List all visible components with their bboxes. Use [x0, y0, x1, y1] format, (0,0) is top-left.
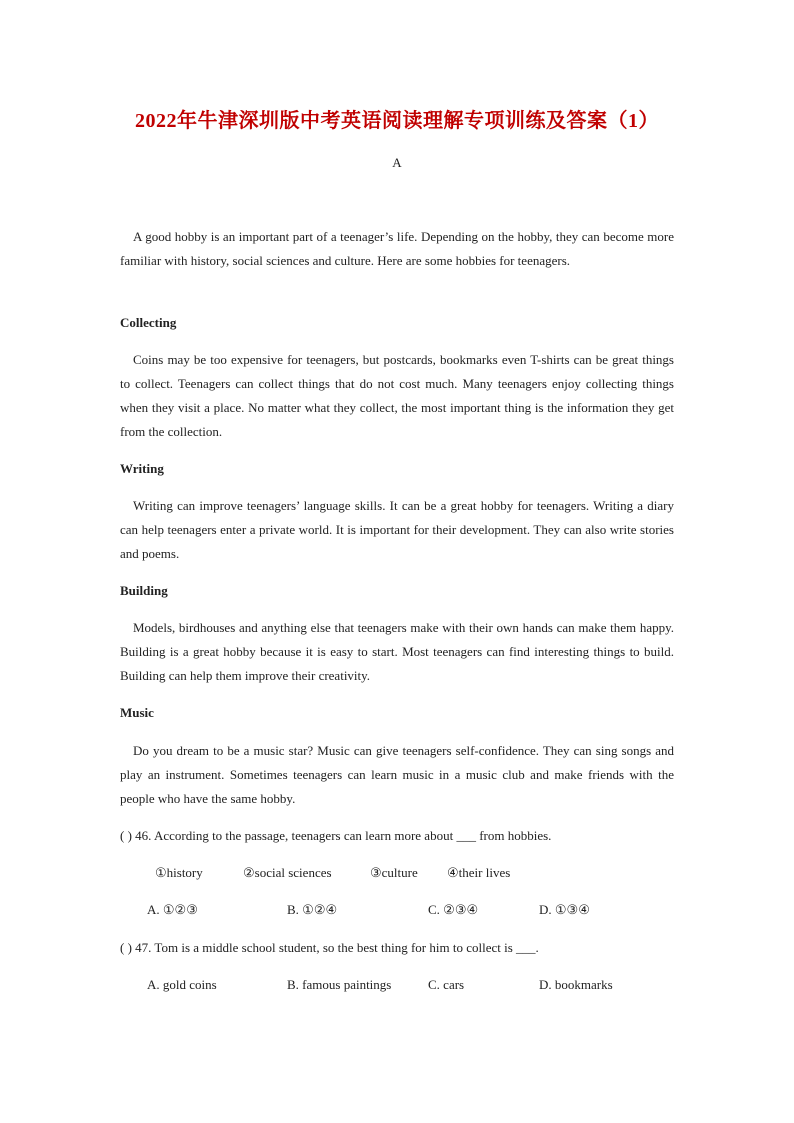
option-a[interactable]: A. ①②③ — [147, 902, 198, 917]
option-c[interactable]: C. ②③④ — [428, 902, 479, 917]
option-d[interactable]: D. ①③④ — [539, 902, 590, 917]
answer-blank[interactable]: ( ) — [120, 940, 132, 955]
heading-writing: Writing — [120, 461, 164, 476]
intro-paragraph: A good hobby is an important part of a teenager’s life. Depending on the hobby, they can become more familiar with history, social sciences and culture. Here are some hobbies for teenagers. — [120, 229, 674, 268]
paragraph-building: Models, birdhouses and anything else that teenagers make with their own hands can make them happy. Building is a great hobby because it is easy to start. Most teenagers can find interesting things to build. Building can help them improve their creativity. — [120, 620, 674, 683]
paragraph-writing: Writing can improve teenagers’ language skills. It can be a great hobby for teenagers. Writing a diary can help teenagers enter a private world. It is important for their development. They can also write stories and poems. — [120, 498, 674, 561]
option-b[interactable]: B. famous paintings — [287, 977, 392, 992]
item-culture: ③culture — [370, 865, 418, 880]
question-text: 47. Tom is a middle school student, so the best thing for him to collect is ___. — [135, 940, 539, 955]
option-a[interactable]: A. gold coins — [147, 977, 217, 992]
paragraph-collecting: Coins may be too expensive for teenagers, but postcards, bookmarks even T-shirts can be great things to collect. Teenagers can collect things that do not cost much. Many teenagers enjoy collecting things when they visit a place. No matter what they collect, the most important thing is the information they get from the collection. — [120, 352, 674, 439]
heading-music: Music — [120, 705, 154, 720]
answer-blank[interactable]: ( ) — [120, 828, 132, 843]
heading-collecting: Collecting — [120, 315, 177, 330]
option-b[interactable]: B. ①②④ — [287, 902, 338, 917]
item-history: ①history — [155, 865, 203, 880]
page-title: 2022年牛津深圳版中考英语阅读理解专项训练及答案（1） — [135, 110, 659, 132]
paragraph-music: Do you dream to be a music star? Music can give teenagers self-confidence. They can sing songs and play an instrument. Sometimes teenagers can learn music in a music club and make friends with the people who have the same hobby. — [120, 743, 674, 806]
option-d[interactable]: D. bookmarks — [539, 977, 613, 992]
item-social-sciences: ②social sciences — [243, 865, 332, 880]
section-label: A — [392, 155, 402, 170]
item-their-lives: ④their lives — [447, 865, 511, 880]
question-text: 46. According to the passage, teenagers can learn more about ___ from hobbies. — [135, 828, 552, 843]
heading-building: Building — [120, 583, 168, 598]
question-46 — [120, 828, 551, 844]
question-47 — [120, 940, 539, 956]
option-c[interactable]: C. cars — [428, 977, 465, 992]
